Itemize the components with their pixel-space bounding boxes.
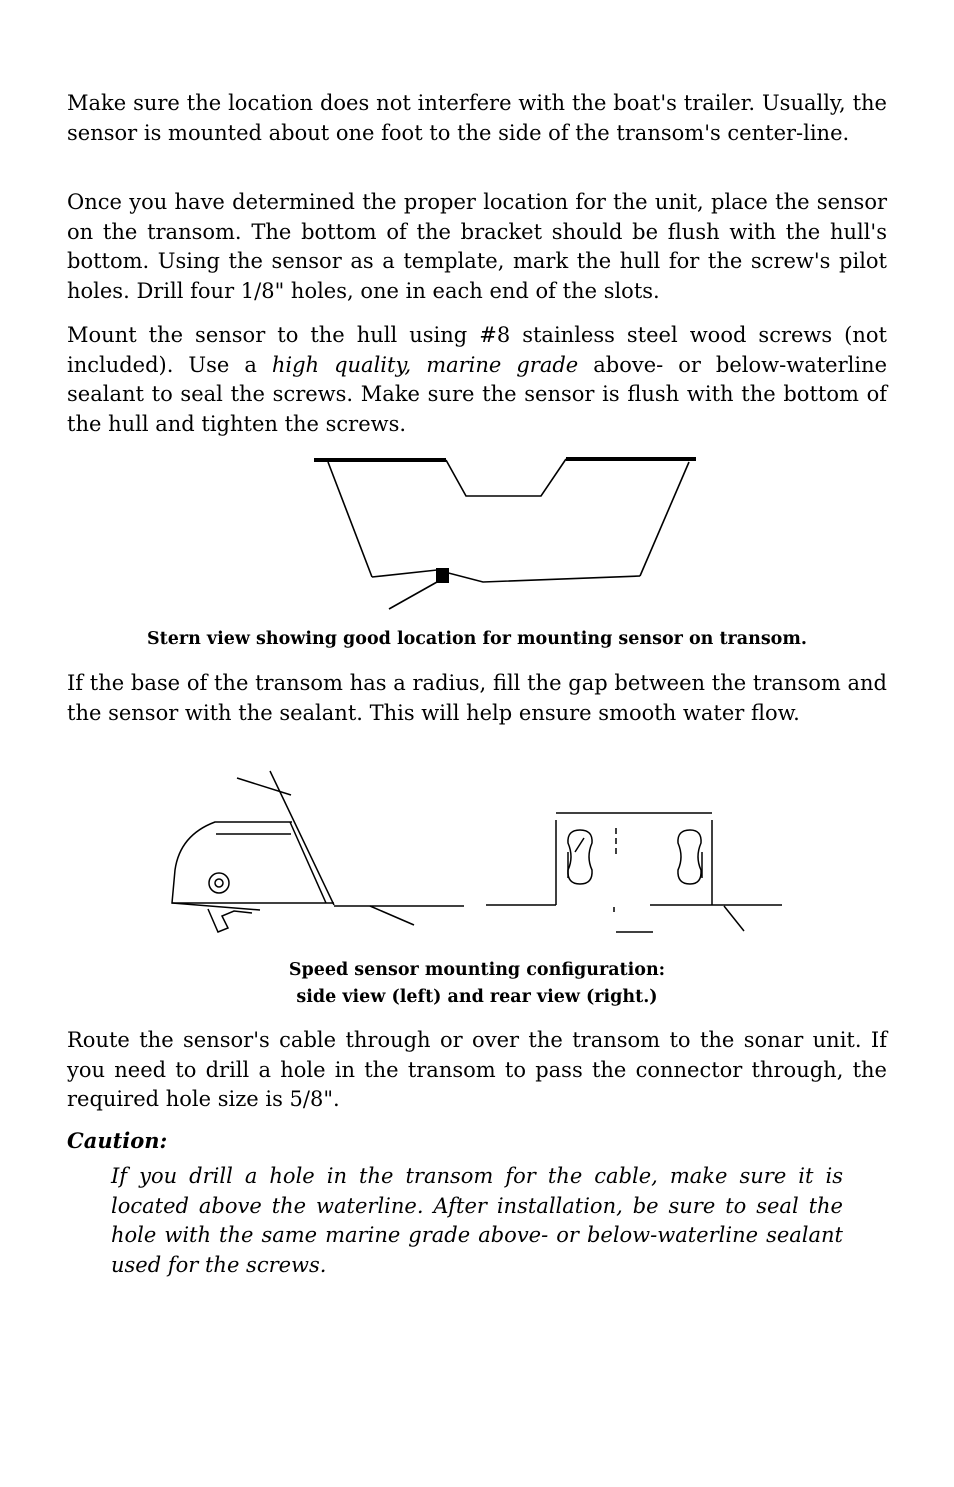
speed-sensor-caption-line1: Speed sensor mounting configuration: — [288, 960, 666, 980]
mounting-text-start: Mount the sensor to the hull using #8 stainless steel wood screws (not included). Use a — [67, 323, 887, 377]
mounting-slot-left — [568, 830, 592, 884]
paragraph-placement: Once you have determined the proper location for the unit, place the sensor on the transom. The bottom of the bracket should be flush with the hull's bottom. Using the sensor as a template, mark the hull for the screw's pilot holes. Drill four 1/8" holes, one in each end of the slots. — [67, 190, 887, 303]
paragraph-cable-routing: Route the sensor's cable through or over the transom to the sonar unit. If you need to drill a hole in the transom to pass the connector through, the required hole size is 5/8". — [67, 1028, 887, 1111]
paragraph-trailer-note: Make sure the location does not interfere with the boat's trailer. Usually, the sensor is mounted about one foot to the side of the transom's center-line. — [67, 91, 887, 145]
stern-view-caption: Stern view showing good location for mounting sensor on transom. — [147, 629, 807, 649]
screw-slash — [575, 838, 584, 852]
speed-sensor-caption-line2: side view (left) and rear view (right.) — [296, 987, 658, 1007]
cable-leader-rear — [724, 906, 744, 931]
mounting-slot-right — [678, 830, 701, 884]
caution-heading: Caution: — [67, 1128, 168, 1153]
mounting-text-end: above- or below-waterline sealant to seal the screws. Make sure the sensor is flush with the bottom of the hull and tighten the screws. — [67, 352, 888, 436]
caution-body: If you drill a hole in the transom for the cable, make sure it is located above the waterline. After installation, be sure to seal the hole with the same marine grade above- or below-waterline sealant used for the screws. — [111, 1164, 843, 1277]
paragraph-radius-fill: If the base of the transom has a radius, fill the gap between the transom and the sensor with the sealant. This will help ensure smooth water flow. — [67, 671, 887, 725]
mounting-text-emphasis: high quality, marine grade — [271, 352, 579, 377]
